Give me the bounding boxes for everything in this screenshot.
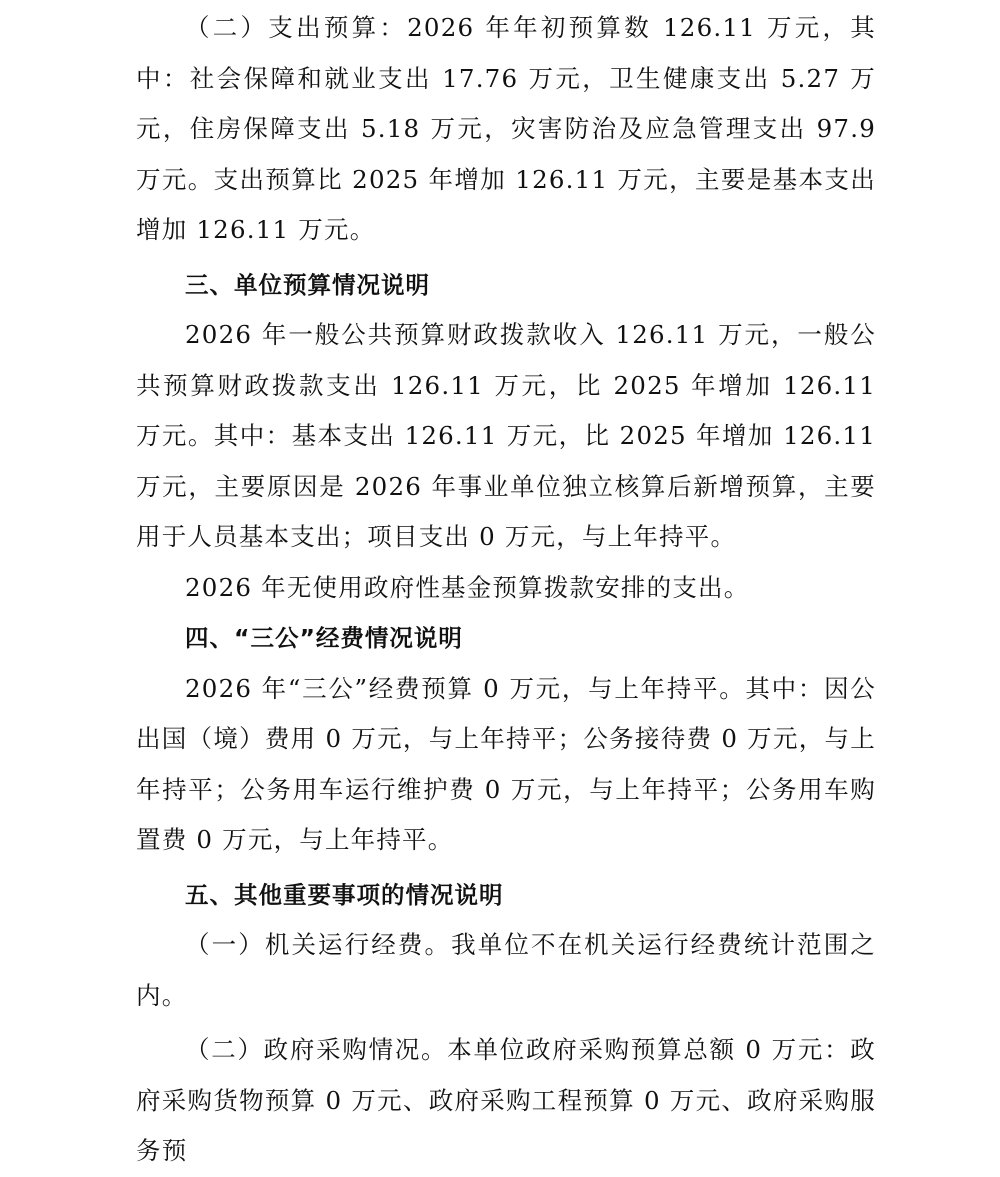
- operating-funds-body: 我单位不在机关运行经费统计范围之内。: [136, 930, 877, 1010]
- paragraph-sangong: 2026 年“三公”经费预算 0 万元，与上年持平。其中：因公出国（境）费用 0 万元，与上年持平；公务接待费 0 万元，与上年持平；公务用车运行维护费 0 万元，与上年持平；公务用车购置费 0 万元，与上年持平。: [136, 673, 876, 854]
- procurement-body: 本单位政府采购预算总额 0 万元：政府采购货物预算 0 万元、政府采购工程预算 0 万元、政府采购服务预: [136, 1035, 877, 1165]
- heading-unit-budget: 三、单位预算情况说明: [185, 270, 430, 299]
- paragraph-unit-budget-2: 2026 年无使用政府性基金预算拨款安排的支出。: [185, 572, 750, 602]
- document-page: [136, 0, 876, 1177]
- procurement-lead: （二）政府采购情况。: [185, 1035, 448, 1064]
- paragraph-expense-budget: （二）支出预算：2026 年年初预算数 126.11 万元，其中：社会保障和就业支出 17.76 万元，卫生健康支出 5.27 万元，住房保障支出 5.18 万元，灾害防治及应急管理支出 97.9 万元。支出预算比 2025 年增加 126.11 万元，主要是基本支出增加 126.11 万元。: [136, 13, 876, 244]
- paragraph-procurement: [136, 1025, 876, 1177]
- paragraph-operating-funds: [136, 920, 876, 1021]
- paragraph-unit-budget-1: 2026 年一般公共预算财政拨款收入 126.11 万元，一般公共预算财政拨款支出 126.11 万元，比 2025 年增加 126.11 万元。其中：基本支出 126.11 万元，比 2025 年增加 126.11 万元，主要原因是 2026 年事业单位独立核算后新增预算，主要用于人员基本支出；项目支出 0 万元，与上年持平。: [136, 320, 876, 551]
- heading-sangong: 四、“三公”经费情况说明: [185, 624, 463, 652]
- operating-funds-lead: （一）机关运行经费。: [185, 930, 452, 959]
- heading-other-matters: 五、其他重要事项的情况说明: [185, 880, 504, 909]
